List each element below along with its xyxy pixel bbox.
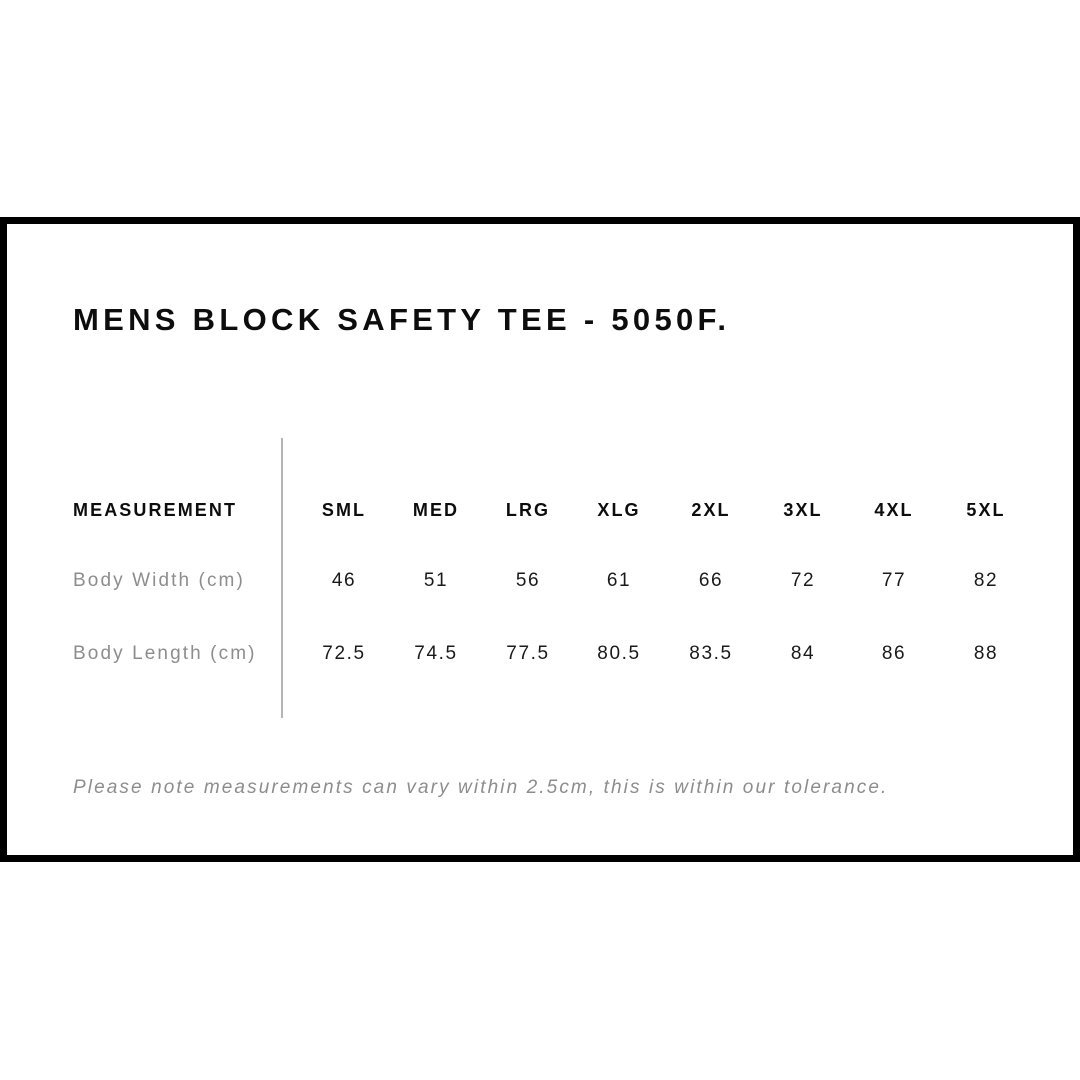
size-header-2xl: 2XL [691,500,731,520]
table-cell: 51 [423,570,449,591]
page-title: MENS BLOCK SAFETY TEE - 5050F. [73,302,731,337]
table-cell: 66 [698,570,724,591]
size-chart-card [0,217,1080,862]
table-cell: 56 [515,570,541,591]
table-cell: 61 [606,570,632,591]
size-header-lrg: LRG [505,500,551,520]
table-cell: 72.5 [322,643,366,664]
table-cell: 80.5 [597,643,641,664]
table-header-row [7,495,1073,525]
size-header-sml: SML [321,500,367,520]
size-header-4xl: 4XL [874,500,914,520]
size-header-5xl: 5XL [966,500,1006,520]
table-row-body-length [7,639,1073,669]
table-cell: 77 [881,570,907,591]
table-cell: 86 [881,643,907,664]
size-header-xlg: XLG [597,500,641,520]
size-header-med: MED [412,500,460,520]
size-header-3xl: 3XL [783,500,823,520]
body-length-label: Body Length (cm) [73,643,257,664]
body-width-label: Body Width (cm) [73,570,245,591]
table-cell: 84 [790,643,816,664]
table-cell: 46 [331,570,357,591]
table-row-body-width [7,566,1073,596]
table-cell: 72 [790,570,816,591]
tolerance-note: Please note measurements can vary within 2.5cm, this is within our tolerance. [73,777,889,798]
table-cell: 77.5 [506,643,550,664]
table-cell: 74.5 [414,643,458,664]
measurement-header: MEASUREMENT [73,500,238,520]
table-cell: 88 [973,643,999,664]
table-cell: 83.5 [689,643,733,664]
table-cell: 82 [973,570,999,591]
